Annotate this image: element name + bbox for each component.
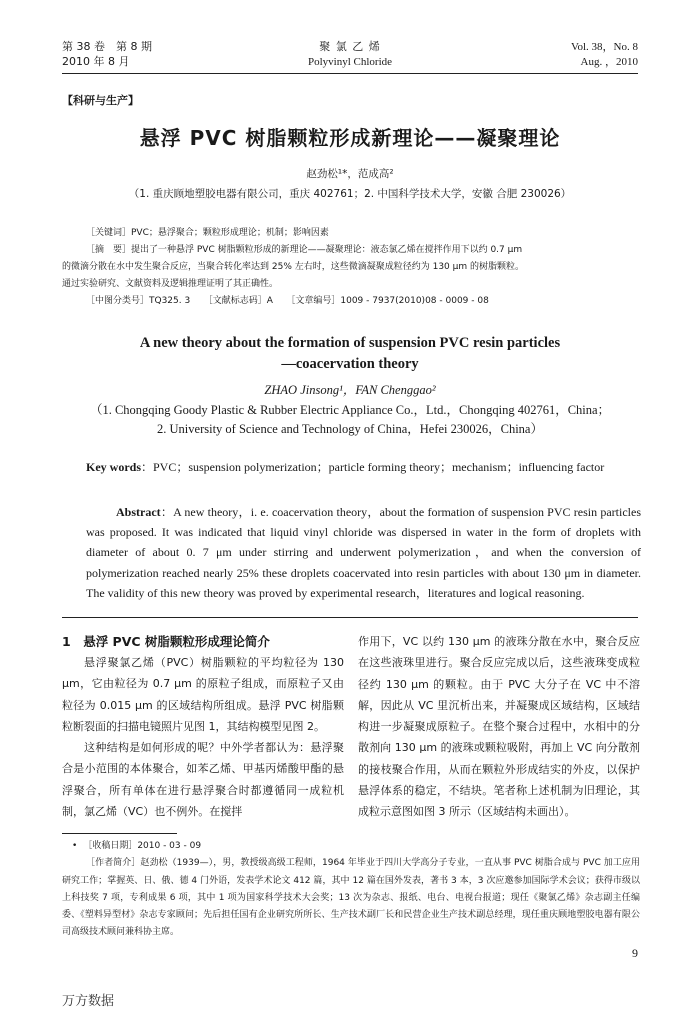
footnote [62, 838, 640, 942]
journal-vol-en: Vol. 38，No. 8 [570, 41, 638, 53]
keywords-en-label: Key words [86, 460, 141, 474]
keywords-cn-text: ［关键词］PVC；悬浮聚合；颗粒形成理论；机制；影响因素 [86, 228, 329, 238]
footnote-author: ［作者简介］赵劲松（1939—），男，教授级高级工程师，1964 年毕业于四川大学高分子专业，一直从事 PVC 树脂合成与 PVC 加工应用研究工作；掌握英、日、俄、德 4 门外语，发表学术论文 412 篇，其中 12 篇在国外发表，著书 3 本，3 次应邀参加国际学术会议；获得市级以上科技奖 7 项，专利成果 6 项，其中 1 项为国家科学技术大会奖；13 次为杂志、报纸、电台、电视台报道；现任《聚氯乙烯》杂志副主任编委、《塑料异型材》杂志专家顾问；先后担任国有企业研究所所长、生产技术副厂长和民营企业生产技术副总经理，现任重庆顾地塑胶电器有限公司高级技术顾问兼科协主席。 [62, 858, 640, 938]
classification-cn: ［中图分类号］TQ325. 3 ［文献标志码］A ［文章编号］1009 - 7937(2010)08 - 0009 - 08 [86, 296, 489, 306]
affiliations-en-line2: 2. University of Science and Technology of China，Hefei 230026，China） [157, 422, 543, 436]
title-cn: 悬浮 PVC 树脂颗粒形成新理论——凝聚理论 [139, 126, 561, 150]
footnote-received: • ［收稿日期］2010 - 03 - 09 [72, 841, 202, 851]
journal-name-cn: 聚 氯 乙 烯 [319, 40, 381, 53]
authors-en: ZHAO Jinsong¹，FAN Chenggao² [264, 383, 436, 397]
journal-date-en: Aug. ，2010 [580, 56, 638, 68]
keywords-en-text: ：PVC；suspension polymerization；particle forming theory；mechanism；influencing factor [141, 460, 605, 474]
keywords-en [86, 458, 641, 478]
abstract-cn-line3: 通过实验研究、文献资料及逻辑推理证明了其正确性。 [62, 279, 279, 289]
watermark-text: 万方数据 [62, 994, 115, 1009]
journal-name-en: Polyvinyl Chloride [307, 56, 393, 68]
right-column [358, 631, 640, 823]
affiliations-en-line1: （1. Chongqing Goody Plastic & Rubber Electric Appliance Co.，Ltd.，Chongqing 402761，China； [89, 403, 611, 417]
title-en-line2: —coacervation theory [281, 356, 419, 372]
right-col-paragraph-1: 作用下，VC 以约 130 μm 的液珠分散在水中，聚合反应在这些液珠里进行。聚合反应完成以后，这些液珠变成粒径约 130 μm 的颗粒。由于 PVC 大分子在 VC 中不溶解，因此从 VC 里沉析出来，并凝聚成区域结构，区域结构进一步凝聚成原粒子。在整个聚合过程中，水相中的分散剂向 130 μm 的液珠或颗粒吸附，再加上 VC 向分散剂的接枝聚合作用，从而在颗粒外形成结实的外皮，以保护悬浮体系的稳定，不结块。笔者称上述机制为旧理论，其成粒示意图如图 3 所示（区域结构未画出）。 [358, 635, 640, 819]
title-en-line1: A new theory about the formation of suspension PVC resin particles [139, 335, 561, 351]
footnote-rule [62, 833, 177, 834]
abstract-cn-line1: ［摘 要］提出了一种悬浮 PVC 树脂颗粒形成的新理论——凝聚理论：液态氯乙烯在搅拌作用下以约 0.7 μm [86, 245, 523, 255]
abstract-en-text: ：A new theory，i. e. coacervation theory，about the formation of suspension PVC resin particles was proposed. It was indicated that liquid vinyl chloride was dispersed in water in the form of droplets with diameter of about 0. 7 μm under stirring and underwent polymerization，and when the conversion of polymerization reached nearly 25% these droplets coacervated into resin particles with about 130 μm in diameter. The validity of this new theory was proved by experimental research，literatures and logical reasoning. [86, 505, 641, 600]
affiliations-cn: （1. 重庆顾地塑胶电器有限公司，重庆 402761；2. 中国科学技术大学，安徽 合肥 230026） [128, 188, 572, 200]
left-col-paragraph-1: 悬浮聚氯乙烯（PVC）树脂颗粒的平均粒径为 130 μm，它由粒径为 0.7 μm 的原粒子组成，而原粒子又由粒径为 0.015 μm 的区域结构所组成。悬浮 PVC 树脂颗粒断裂面的扫描电镜照片见图 1，其结构模型见图 2。 [62, 656, 344, 733]
left-col-paragraph-2: 这种结构是如何形成的呢？中外学者都认为：悬浮聚合是小范围的本体聚合，如苯乙烯、甲基丙烯酸甲酯的悬浮聚合，所有单体在进行悬浮聚合时都遵循同一成粒机制，氯乙烯（VC）也不例外。在搅拌 [62, 741, 344, 819]
abstract-en-label: Abstract [116, 505, 161, 519]
abstract-rule [62, 617, 638, 618]
section1-heading: 1 悬浮 PVC 树脂颗粒形成理论简介 [62, 634, 270, 649]
authors-cn: 赵劲松¹*，范成高² [306, 168, 394, 180]
keywords-cn [62, 225, 641, 310]
abstract-cn-line2: 的微滴分散在水中发生聚合反应，当聚合转化率达到 25% 左右时，这些微滴凝聚成粒径约为 130 μm 的树脂颗粒。 [62, 262, 524, 272]
journal-volume-issue: 第 38 卷 第 8 期 [62, 40, 152, 53]
journal-date: 2010 年 8 月 [62, 55, 130, 68]
section-tag: 【科研与生产】 [62, 94, 139, 107]
page-number: 9 [632, 946, 638, 960]
header-rule [62, 73, 638, 74]
abstract-en [86, 502, 641, 603]
left-column [62, 631, 344, 822]
